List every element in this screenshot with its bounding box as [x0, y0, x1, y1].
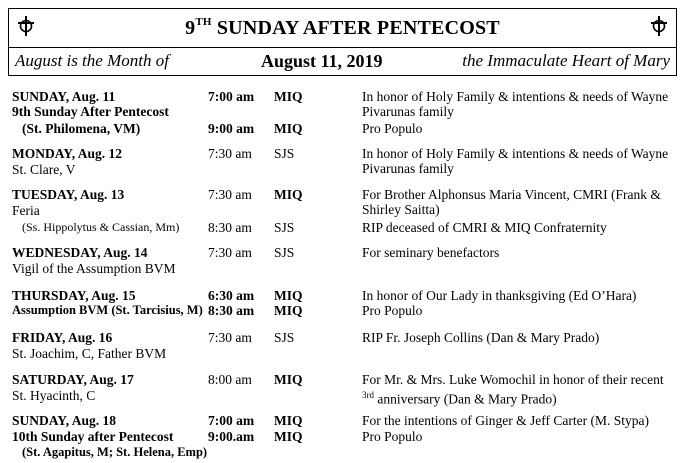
- mass-place: MIQ: [274, 121, 303, 136]
- day-label: THURSDAY, Aug. 15: [12, 288, 136, 303]
- mass-intention: For seminary benefactors: [362, 245, 500, 260]
- mass-place: SJS: [274, 146, 295, 161]
- mass-time: 7:00 am: [208, 89, 255, 104]
- mass-time: 7:30 am: [208, 330, 252, 345]
- page-title: 9TH SUNDAY AFTER PENTECOST: [185, 16, 500, 39]
- mass-intention: In honor of Holy Family & intentions & needs of Wayne Pivarunas family: [362, 89, 669, 119]
- bulletin-date: August 11, 2019: [261, 51, 383, 71]
- feast-label: St. Joachim, C, Father BVM: [12, 346, 167, 361]
- mass-intention-continued: $^{3rd}$ anniversary (Dan & Mary Prado): [362, 390, 557, 407]
- mass-time: 8:30 am: [208, 303, 255, 318]
- mass-time: 7:00 am: [208, 413, 255, 428]
- mass-intention: For Brother Alphonsus Maria Vincent, CMRI (Frank & Shirley Saitta): [362, 187, 661, 217]
- mass-intention: Pro Populo: [362, 303, 423, 318]
- mass-time: 6:30 am: [208, 288, 255, 303]
- day-label: SUNDAY, Aug. 18: [12, 413, 117, 428]
- month-dedication-left: August is the Month of: [15, 51, 169, 70]
- mass-time: 7:30 am: [208, 245, 252, 260]
- mass-intention: In honor of Our Lady in thanksgiving (Ed O’Hara): [362, 288, 637, 303]
- mass-time: 9:00.am: [208, 429, 255, 444]
- mass-intention: For Mr. & Mrs. Luke Womochil in honor of their recent: [362, 372, 664, 387]
- month-dedication-right: the Immaculate Heart of Mary: [462, 51, 670, 70]
- saint-label: (Ss. Hippolytus & Cassian, Mm): [22, 220, 180, 234]
- mass-place: MIQ: [274, 288, 303, 303]
- day-label: SUNDAY, Aug. 11: [12, 89, 116, 104]
- mass-place: MIQ: [274, 413, 303, 428]
- day-label: SATURDAY, Aug. 17: [12, 372, 134, 387]
- feast-label: St. Hyacinth, C: [12, 388, 96, 403]
- mass-place: MIQ: [274, 303, 303, 318]
- saint-label: (St. Philomena, VM): [22, 121, 141, 136]
- feast-label: Feria: [12, 203, 40, 218]
- day-label: MONDAY, Aug. 12: [12, 146, 123, 161]
- feast-label: St. Clare, V: [12, 162, 76, 177]
- feast-label: Vigil of the Assumption BVM: [12, 261, 176, 276]
- mass-place: SJS: [274, 220, 295, 235]
- mass-place: SJS: [274, 245, 295, 260]
- day-label: TUESDAY, Aug. 13: [12, 187, 125, 202]
- mass-intention: For the intentions of Ginger & Jeff Carter (M. Stypa): [362, 413, 649, 428]
- day-label: FRIDAY, Aug. 16: [12, 330, 113, 345]
- mass-time: 8:30 am: [208, 220, 252, 235]
- mass-time: 7:30 am: [208, 187, 252, 202]
- feast-label: Assumption BVM (St. Tarcisius, M): [12, 303, 203, 317]
- mass-intention: Pro Populo: [362, 121, 423, 136]
- mass-place: MIQ: [274, 187, 303, 202]
- mass-place: MIQ: [274, 372, 303, 387]
- mass-intention: RIP Fr. Joseph Collins (Dan & Mary Prado): [362, 330, 600, 345]
- mass-intention: In honor of Holy Family & intentions & needs of Wayne Pivarunas family: [362, 146, 669, 176]
- saint-label: (St. Agapitus, M; St. Helena, Emp): [22, 445, 208, 459]
- feast-label: 10th Sunday after Pentecost: [12, 429, 174, 444]
- mass-intention: RIP deceased of CMRI & MIQ Confraternity: [362, 220, 607, 235]
- mass-time: 8:00 am: [208, 372, 252, 387]
- feast-label: 9th Sunday After Pentecost: [12, 104, 169, 119]
- mass-intention: Pro Populo: [362, 429, 423, 444]
- day-label: WEDNESDAY, Aug. 14: [12, 245, 148, 260]
- mass-time: 7:30 am: [208, 146, 252, 161]
- mass-place: SJS: [274, 330, 295, 345]
- mass-place: MIQ: [274, 89, 303, 104]
- mass-place: MIQ: [274, 429, 303, 444]
- mass-time: 9:00 am: [208, 121, 255, 136]
